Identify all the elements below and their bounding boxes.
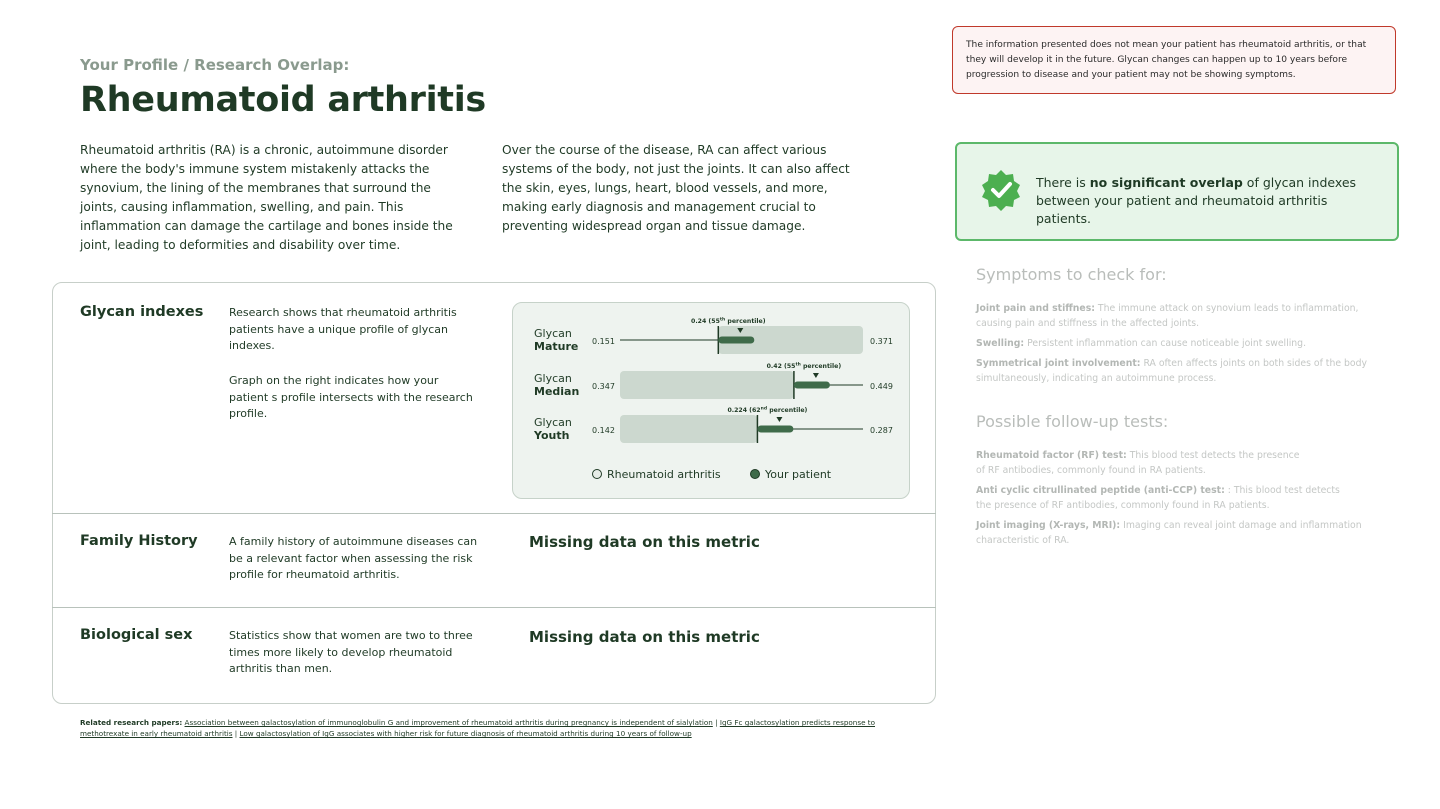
research-link[interactable]: Low galactosylation of IgG associates with higher risk for future diagnosis of rheumatoid arthritis during 10 years of follow-up: [239, 729, 692, 738]
intro-right: Over the course of the disease, RA can affect various systems of the body, not just the joints. It can also affect the skin, eyes, lungs, heart, blood vessels, and more, making early diagnosis and management crucial to preventing widespread organ and tissue damage.: [502, 143, 850, 233]
row-label: Glycan: [534, 416, 572, 429]
glycan-chart: [512, 302, 910, 499]
row-divider: [52, 607, 936, 608]
symptom-item: Symmetrical joint involvement: RA often affects joints on both sides of the body simultaneously, indicating an autoimmune process.: [976, 358, 1368, 384]
family-history-title: Family History: [80, 533, 198, 549]
legend-label-ra: Rheumatoid arthritis: [607, 468, 721, 481]
disclaimer-warning: The information presented does not mean your patient has rheumatoid arthritis, or that they will develop it in the future. Glycan changes can happen up to 10 years before progression to disease and your patient may not be showing symptoms.: [952, 26, 1396, 94]
triangle-down-icon: [776, 417, 782, 422]
related-research: Related research papers: Association between galactosylation of immunoglobulin G and improvement of rheumatoid arthritis during pregnancy is independent of sialylation | IgG Fc galactosylation predicts response to methotrexate in early rheumatoid arthritis | Low galactosylation of IgG associates with higher risk for future diagnosis of rheumatoid arthritis during 10 years of follow-up: [80, 718, 876, 738]
family-history-missing: Missing data on this metric: [529, 533, 760, 551]
biological-sex-missing: Missing data on this metric: [529, 628, 760, 646]
research-range-bar: [620, 371, 794, 399]
patient-bar: [794, 382, 830, 389]
research-link[interactable]: IgG Fc galactosylation predicts response to methotrexate in early rheumatoid arthritis: [80, 718, 876, 738]
triangle-down-icon: [813, 373, 819, 378]
glycan-desc-2: Graph on the right indicates how your patient s profile intersects with the research profile.: [229, 374, 473, 421]
percentile-label: 0.42 (55th percentile): [766, 362, 842, 370]
glycan-desc: Research shows that rheumatoid arthritis patients have a unique profile of glycan indexes.: [229, 306, 457, 353]
glycan-chart-svg: [513, 303, 911, 500]
biological-sex-desc: Statistics show that women are two to three times more likely to develop rheumatoid arthritis than men.: [229, 629, 473, 676]
biological-sex-title: Biological sex: [80, 627, 193, 643]
axis-max-label: 0.449: [870, 382, 893, 391]
followup-item: Rheumatoid factor (RF) test: This blood test detects the presence of RF antibodies, commonly found in RA patients.: [976, 450, 1300, 476]
overlap-result: [955, 142, 1399, 241]
axis-min-label: 0.347: [592, 382, 615, 391]
glycan-title: Glycan indexes: [80, 304, 204, 320]
symptom-item: Joint pain and stiffnes: The immune attack on synovium leads to inflammation, causing pain and stiffness in the affected joints.: [976, 303, 1359, 329]
intro-left: Rheumatoid arthritis (RA) is a chronic, autoimmune disorder where the body's immune system mistakenly attacks the synovium, the lining of the membranes that surround the joints, causing inflammation, swelling, and pain. This inflammation can damage the cartilage and bones inside the joint, leading to deformities and disability over time.: [80, 143, 453, 252]
axis-min-label: 0.151: [592, 337, 615, 346]
breadcrumb: Your Profile / Research Overlap:: [80, 56, 350, 74]
page-title: Rheumatoid arthritis: [80, 80, 486, 120]
row-label: Mature: [534, 340, 579, 353]
legend-swatch-patient: [751, 470, 760, 479]
percentile-label: 0.224 (62nd percentile): [727, 406, 808, 414]
row-label: Youth: [534, 429, 570, 442]
patient-bar: [757, 426, 793, 433]
family-history-desc: A family history of autoimmune diseases can be a relevant factor when assessing the risk profile for rheumatoid arthritis.: [229, 535, 478, 582]
axis-max-label: 0.371: [870, 337, 893, 346]
followup-item: Joint imaging (X-rays, MRI): Imaging can reveal joint damage and inflammation characteristic of RA.: [976, 520, 1362, 546]
legend-swatch-ra: [593, 470, 602, 479]
check-badge-icon: [979, 168, 1023, 212]
percentile-label: 0.24 (55th percentile): [691, 317, 766, 325]
overlap-result-text: There is no significant overlap of glycan indexes between your patient and rheumatoid arthritis patients.: [1036, 175, 1357, 226]
legend-label-patient: Your patient: [765, 468, 832, 481]
followup-heading: Possible follow-up tests:: [976, 412, 1169, 431]
row-label: Glycan: [534, 372, 572, 385]
row-divider: [52, 513, 936, 514]
research-range-bar: [620, 415, 757, 443]
research-link[interactable]: Association between galactosylation of immunoglobulin G and improvement of rheumatoid arthritis during pregnancy is independent of sialylation: [184, 718, 713, 727]
row-label: Median: [534, 385, 580, 398]
followup-item: Anti cyclic citrullinated peptide (anti-CCP) test: : This blood test detects the presence of RF antibodies, commonly found in RA patients.: [976, 485, 1340, 511]
related-label: Related research papers:: [80, 718, 183, 727]
axis-max-label: 0.287: [870, 426, 893, 435]
symptoms-heading: Symptoms to check for:: [976, 265, 1167, 284]
row-label: Glycan: [534, 327, 572, 340]
patient-bar: [718, 337, 754, 344]
symptom-item: Swelling: Persistent inflammation can cause noticeable joint swelling.: [976, 338, 1307, 349]
axis-min-label: 0.142: [592, 426, 615, 435]
